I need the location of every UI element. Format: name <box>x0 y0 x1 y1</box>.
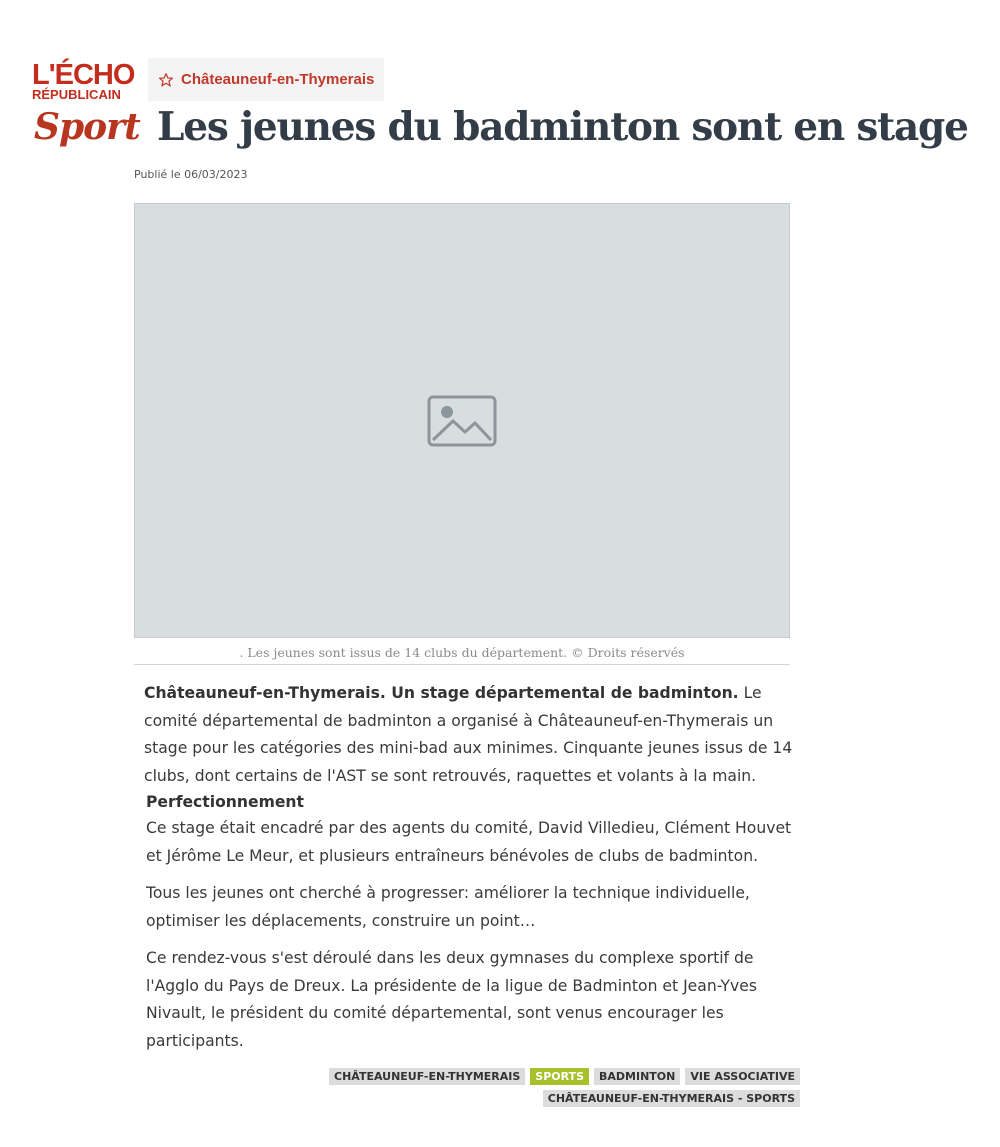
paragraph: Tous les jeunes ont cherché à progresser: améliorer la technique individuelle, optimiser les déplacements, construire un point… <box>146 884 750 930</box>
paragraph: Ce rendez-vous s'est déroulé dans les deux gymnases du complexe sportif de l'Agglo du Pays de Dreux. La présidente de la ligue de Badminton et Jean-Yves Nivault, le président du comité départemental, sont venus encourager les participants. <box>146 949 757 1050</box>
tag-vie-associative[interactable]: VIE ASSOCIATIVE <box>685 1068 800 1085</box>
lead-text: Le comité départemental de badminton a organisé à Châteauneuf-en-Thymerais un stage pour les catégories des mini-bad aux minimes. Cinquante jeunes issus de 14 clubs, dont certains de l'AST se sont retrouvés, raquettes et volants à la main. <box>144 684 793 785</box>
article-body <box>144 680 804 1065</box>
site-logo[interactable] <box>32 59 144 102</box>
article-photo <box>134 203 790 638</box>
photo-caption: . Les jeunes sont issus de 14 clubs du département. © Droits réservés <box>239 645 685 660</box>
location-tag[interactable] <box>148 58 384 101</box>
publish-date: Publié le 06/03/2023 <box>134 168 248 181</box>
tag-sports[interactable]: SPORTS <box>530 1068 589 1085</box>
paragraph: Ce stage était encadré par des agents du comité, David Villedieu, Clément Houvet et Jérôme Le Meur, et plusieurs entraîneurs bénévoles de clubs de badminton. <box>146 819 792 865</box>
caption-divider <box>134 664 790 665</box>
article-title: Les jeunes du badminton sont en stage <box>157 104 968 150</box>
tag-list <box>240 1068 800 1107</box>
lead-bold: Châteauneuf-en-Thymerais. Un stage départemental de badminton. <box>144 684 739 702</box>
logo-line1: L'ÉCHO <box>32 59 135 91</box>
subheading: Perfectionnement <box>146 793 304 811</box>
logo-line2: RÉPUBLICAIN <box>32 87 121 102</box>
tag-badminton[interactable]: BADMINTON <box>594 1068 680 1085</box>
section-label: Sport <box>34 106 140 148</box>
tag-chateauneuf-sports[interactable]: CHÂTEAUNEUF-EN-THYMERAIS - SPORTS <box>543 1090 800 1107</box>
location-tag-label: Châteauneuf-en-Thymerais <box>181 71 375 88</box>
image-icon <box>427 395 497 447</box>
star-outline-icon <box>158 72 174 88</box>
lead-paragraph <box>144 680 804 790</box>
tag-chateauneuf[interactable]: CHÂTEAUNEUF-EN-THYMERAIS <box>329 1068 525 1085</box>
